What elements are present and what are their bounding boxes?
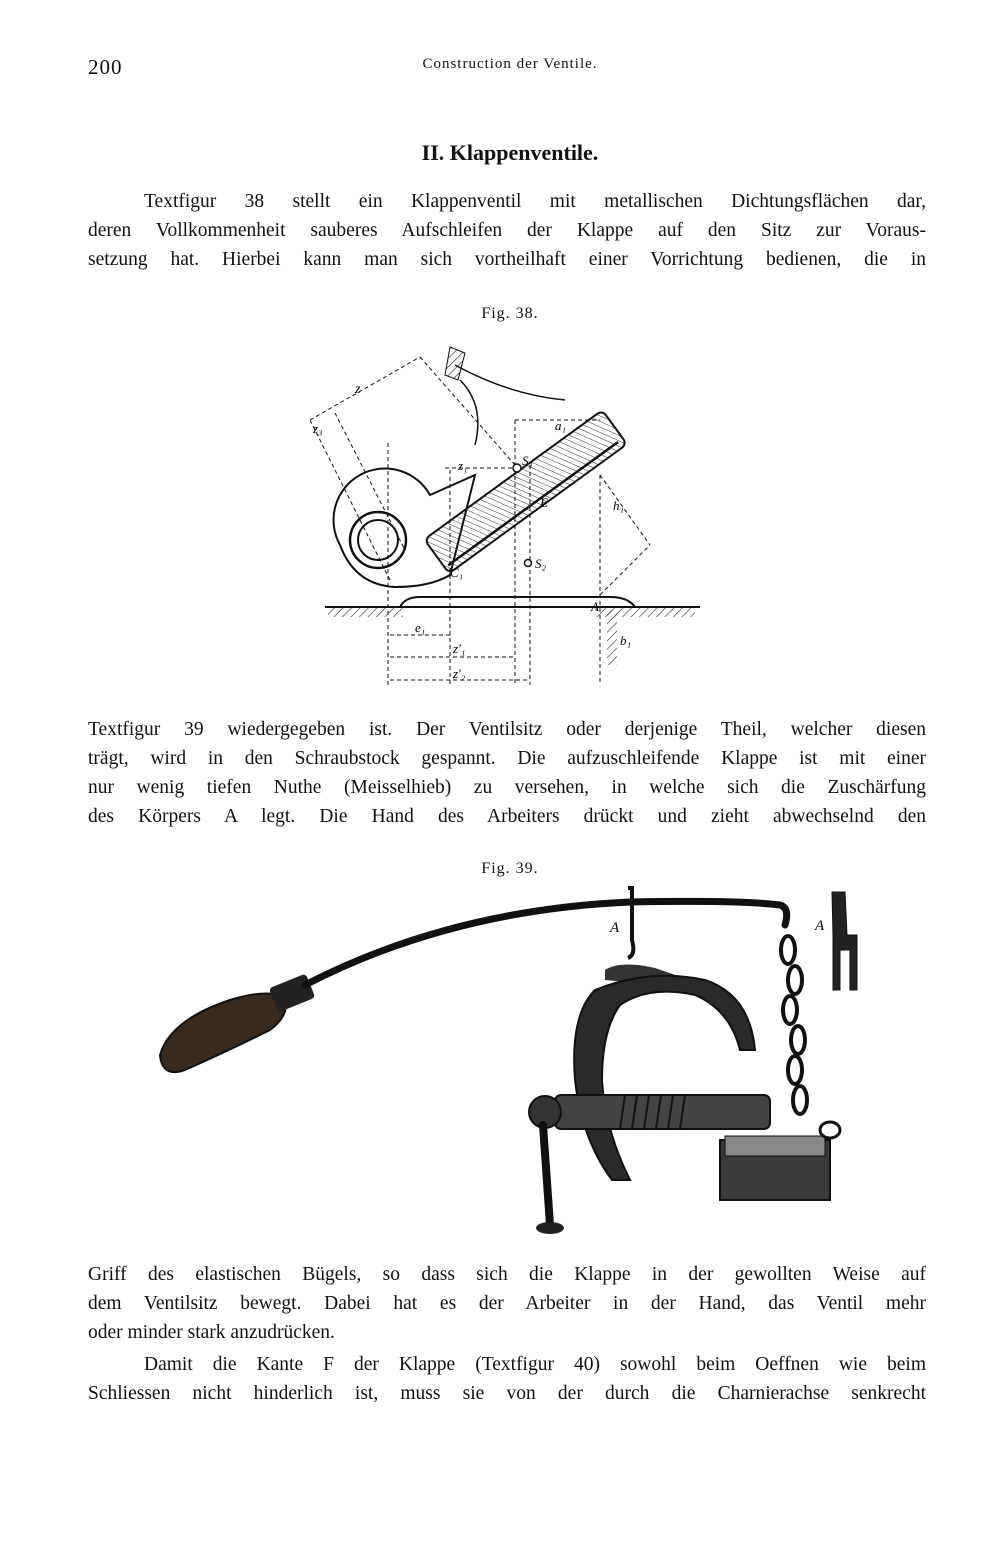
figure-39-drawing [150,880,870,1240]
label-z: z [355,382,361,397]
fork-piece [832,892,857,990]
page-number: 200 [88,55,123,79]
elastic-bow [305,901,787,985]
label-z3: z₃ [313,421,323,436]
label-h1: h₁ [613,498,625,513]
chain [781,936,807,1114]
label-a1: a₁ [555,418,567,433]
paragraph-line: Textfigur 39 wiedergegeben ist. Der Ventilsitz oder derjenige Theil, welcher diesen [88,719,926,740]
wooden-handle [160,993,286,1072]
paragraph-line: Griff des elastischen Bügels, so dass sich die Klappe in der gewollten Weise auf [88,1264,926,1285]
label-z1-prime: z'₁ [453,641,466,656]
paragraph-3 [88,1260,926,1347]
paragraph-line: trägt, wird in den Schraubstock gespannt. Die aufzuschleifende Klappe ist mit einer [88,748,926,769]
paragraph-4 [88,1350,926,1408]
label-c1: C₁ [450,565,464,580]
paragraph-2 [88,715,926,831]
label-b1: b₁ [620,633,632,648]
label-a: A [591,599,599,614]
paragraph-line: Schliessen nicht hinderlich ist, muss sie von der durch die Charnierachse senkrecht [88,1383,926,1404]
vice-screw [555,1095,770,1129]
paragraph-line: des Körpers A legt. Die Hand des Arbeiters drückt und zieht abwechselnd den [88,806,926,827]
paragraph-line: dem Ventilsitz bewegt. Dabei hat es der Arbeiter in der Hand, das Ventil mehr [88,1293,926,1314]
paragraph-line: Textfigur 38 stellt ein Klappenventil mit metallischen Dichtungsflächen dar, [144,191,926,212]
label-e: E [540,495,548,510]
paragraph-line: deren Vollkommenheit sauberes Aufschleifen der Klappe auf den Sitz zur Voraus- [88,220,926,241]
paragraph-line: oder minder stark anzudrücken. [88,1322,335,1343]
section-title: II. Klappenventile. [421,140,599,165]
label-s2: S₂ [535,556,547,571]
paragraph-line: setzung hat. Hierbei kann man sich vortheilhaft einer Vorrichtung bedienen, die in [88,249,926,270]
label-z2-prime: z'₂ [453,666,466,681]
label-s1: S₁ [522,453,534,468]
base-hatching-left [328,607,403,617]
label-a-left: A [610,920,620,936]
paragraph-line: nur wenig tiefen Nuthe (Meisselhieb) zu versehen, in welche sich die Zuschärfung [88,777,926,798]
paragraph-line: Damit die Kante F der Klappe (Textfigur 40) sowohl beim Oeffnen wie beim [144,1354,926,1375]
label-z1: z₁ [458,458,468,473]
running-title: Construction der Ventile. [422,56,598,72]
vice-lever [543,1125,550,1225]
figure-38-caption: Fig. 38. [481,305,539,322]
figure-39-caption: Fig. 39. [481,860,539,877]
label-e1: e₁ [415,620,426,635]
seat-section [607,610,617,665]
label-a-right: A [815,918,825,934]
figure-38-drawing [310,335,710,695]
paragraph-1 [88,187,926,274]
